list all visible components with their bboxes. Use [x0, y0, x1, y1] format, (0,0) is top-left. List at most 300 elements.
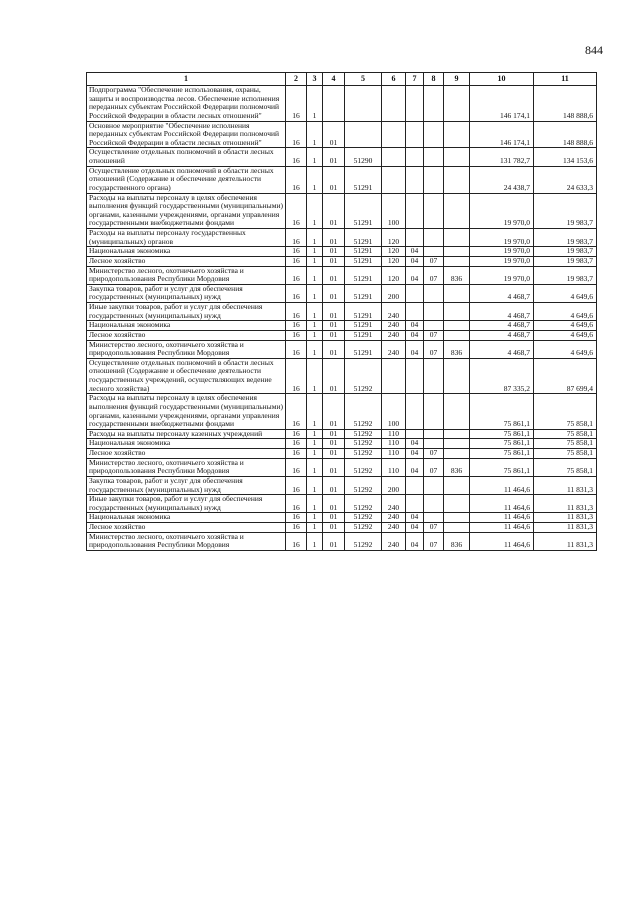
table-row: [87, 303, 597, 321]
cell-code-9: [444, 303, 470, 321]
cell-code-5: 51292: [345, 439, 382, 449]
cell-code-3: 1: [307, 495, 323, 513]
cell-code-8: [424, 148, 444, 166]
cell-code-5: 51291: [345, 166, 382, 193]
cell-code-9: [444, 321, 470, 331]
cell-item-name: Лесное хозяйство: [87, 330, 286, 340]
cell-code-4: 01: [323, 495, 345, 513]
table-row: [87, 513, 597, 523]
cell-amount-11: 4 649,6: [534, 303, 597, 321]
cell-code-6: 200: [382, 284, 406, 302]
cell-code-7: [406, 394, 424, 430]
cell-code-4: 01: [323, 284, 345, 302]
cell-code-7: [406, 193, 424, 229]
cell-code-7: 04: [406, 532, 424, 550]
cell-code-5: 51291: [345, 266, 382, 284]
cell-amount-10: 4 468,7: [470, 284, 534, 302]
cell-code-2: 16: [286, 321, 307, 331]
cell-code-3: 1: [307, 439, 323, 449]
cell-code-8: 07: [424, 256, 444, 266]
cell-code-9: [444, 330, 470, 340]
cell-code-2: 16: [286, 86, 307, 122]
cell-code-5: 51291: [345, 256, 382, 266]
cell-code-3: 1: [307, 358, 323, 394]
cell-code-9: [444, 394, 470, 430]
col-header-5: 5: [345, 73, 382, 86]
cell-code-8: [424, 247, 444, 257]
cell-code-4: 01: [323, 166, 345, 193]
cell-code-9: [444, 284, 470, 302]
cell-code-2: 16: [286, 449, 307, 459]
cell-code-4: 01: [323, 148, 345, 166]
cell-code-8: [424, 86, 444, 122]
cell-code-3: 1: [307, 449, 323, 459]
cell-code-7: 04: [406, 458, 424, 476]
cell-code-5: [345, 86, 382, 122]
cell-code-8: [424, 394, 444, 430]
cell-code-8: 07: [424, 449, 444, 459]
cell-code-3: 1: [307, 284, 323, 302]
col-header-11: 11: [534, 73, 597, 86]
cell-code-4: 01: [323, 330, 345, 340]
cell-code-9: [444, 256, 470, 266]
cell-code-8: [424, 429, 444, 439]
cell-code-9: [444, 439, 470, 449]
cell-code-4: 01: [323, 476, 345, 494]
cell-amount-10: 4 468,7: [470, 330, 534, 340]
cell-code-3: 1: [307, 476, 323, 494]
cell-code-9: [444, 166, 470, 193]
cell-code-2: 16: [286, 358, 307, 394]
cell-code-5: 51291: [345, 303, 382, 321]
cell-item-name: Расходы на выплаты персоналу государственных (муниципальных) органов: [87, 229, 286, 247]
cell-code-2: 16: [286, 476, 307, 494]
cell-code-6: 120: [382, 229, 406, 247]
cell-code-5: 51292: [345, 513, 382, 523]
cell-code-7: [406, 284, 424, 302]
cell-code-6: [382, 121, 406, 148]
cell-amount-10: 75 861,1: [470, 439, 534, 449]
table-row: [87, 340, 597, 358]
cell-code-7: [406, 358, 424, 394]
cell-item-name: Лесное хозяйство: [87, 449, 286, 459]
cell-code-8: 07: [424, 532, 444, 550]
cell-code-6: 120: [382, 247, 406, 257]
cell-code-5: 51292: [345, 394, 382, 430]
cell-code-7: 04: [406, 340, 424, 358]
cell-code-6: 100: [382, 394, 406, 430]
cell-amount-10: 75 861,1: [470, 429, 534, 439]
cell-code-7: [406, 495, 424, 513]
cell-code-6: [382, 148, 406, 166]
cell-amount-11: 19 983,7: [534, 193, 597, 229]
cell-code-9: [444, 523, 470, 533]
cell-code-3: 1: [307, 256, 323, 266]
cell-item-name: Осуществление отдельных полномочий в области лесных отношений (Содержание и обеспечение деятельности государственного органа): [87, 166, 286, 193]
col-header-10: 10: [470, 73, 534, 86]
cell-item-name: Основное мероприятие "Обеспечение исполнения переданных субъектам Российской Федерации полномочий Российской Федерации в области лесных отношений": [87, 121, 286, 148]
cell-code-6: 240: [382, 340, 406, 358]
cell-item-name: Закупка товаров, работ и услуг для обеспечения государственных (муниципальных) нужд: [87, 476, 286, 494]
cell-code-3: 1: [307, 166, 323, 193]
cell-code-6: [382, 86, 406, 122]
cell-code-7: [406, 429, 424, 439]
cell-amount-10: 75 861,1: [470, 458, 534, 476]
cell-code-3: 1: [307, 321, 323, 331]
col-header-1: 1: [87, 73, 286, 86]
cell-code-9: 836: [444, 340, 470, 358]
cell-code-4: [323, 86, 345, 122]
col-header-6: 6: [382, 73, 406, 86]
cell-code-5: 51291: [345, 321, 382, 331]
cell-code-3: 1: [307, 340, 323, 358]
cell-item-name: Министерство лесного, охотничьего хозяйства и природопользования Республики Мордовия: [87, 266, 286, 284]
cell-code-3: 1: [307, 193, 323, 229]
cell-item-name: Национальная экономика: [87, 247, 286, 257]
cell-code-5: 51291: [345, 340, 382, 358]
cell-amount-11: 19 983,7: [534, 266, 597, 284]
cell-item-name: Министерство лесного, охотничьего хозяйства и природопользования Республики Мордовия: [87, 532, 286, 550]
table-header-row: [87, 73, 597, 86]
cell-amount-11: 11 831,3: [534, 523, 597, 533]
cell-amount-11: 19 983,7: [534, 229, 597, 247]
table-row: [87, 330, 597, 340]
cell-code-2: 16: [286, 229, 307, 247]
cell-amount-11: 75 858,1: [534, 449, 597, 459]
cell-code-9: [444, 495, 470, 513]
table-row: [87, 193, 597, 229]
cell-code-3: 1: [307, 513, 323, 523]
cell-amount-10: 11 464,6: [470, 513, 534, 523]
cell-amount-11: 19 983,7: [534, 247, 597, 257]
cell-code-5: 51291: [345, 330, 382, 340]
cell-amount-11: 75 858,1: [534, 394, 597, 430]
cell-code-2: 16: [286, 303, 307, 321]
cell-code-9: [444, 148, 470, 166]
cell-code-6: 120: [382, 266, 406, 284]
cell-amount-11: 24 633,3: [534, 166, 597, 193]
cell-amount-10: 4 468,7: [470, 340, 534, 358]
cell-item-name: Национальная экономика: [87, 439, 286, 449]
cell-code-8: 07: [424, 330, 444, 340]
cell-code-7: [406, 86, 424, 122]
cell-code-8: [424, 513, 444, 523]
cell-amount-10: 75 861,1: [470, 449, 534, 459]
table-row: [87, 121, 597, 148]
cell-code-3: 1: [307, 247, 323, 257]
cell-code-5: 51292: [345, 449, 382, 459]
table-row: [87, 358, 597, 394]
cell-code-7: 04: [406, 330, 424, 340]
cell-code-9: [444, 513, 470, 523]
cell-amount-10: 11 464,6: [470, 532, 534, 550]
cell-code-4: 01: [323, 256, 345, 266]
table-row: [87, 256, 597, 266]
cell-code-2: 16: [286, 394, 307, 430]
table-row: [87, 523, 597, 533]
cell-code-8: [424, 166, 444, 193]
cell-code-5: 51291: [345, 229, 382, 247]
cell-amount-11: 148 888,6: [534, 86, 597, 122]
cell-code-3: 1: [307, 394, 323, 430]
table-row: [87, 458, 597, 476]
cell-code-9: 836: [444, 266, 470, 284]
cell-code-3: 1: [307, 229, 323, 247]
cell-code-7: 04: [406, 247, 424, 257]
cell-code-9: [444, 247, 470, 257]
cell-code-3: 1: [307, 86, 323, 122]
cell-amount-11: 75 858,1: [534, 439, 597, 449]
cell-code-2: 16: [286, 429, 307, 439]
cell-code-5: 51291: [345, 247, 382, 257]
cell-code-3: 1: [307, 121, 323, 148]
cell-code-2: 16: [286, 266, 307, 284]
cell-code-3: 1: [307, 148, 323, 166]
cell-code-5: 51292: [345, 495, 382, 513]
table-row: [87, 476, 597, 494]
cell-amount-11: 11 831,3: [534, 513, 597, 523]
cell-code-2: 16: [286, 330, 307, 340]
col-header-4: 4: [323, 73, 345, 86]
table-row: [87, 284, 597, 302]
cell-code-4: 01: [323, 229, 345, 247]
cell-code-5: 51292: [345, 458, 382, 476]
table-row: [87, 229, 597, 247]
budget-table: [86, 72, 597, 551]
cell-amount-10: 11 464,6: [470, 476, 534, 494]
cell-code-4: 01: [323, 321, 345, 331]
cell-code-6: 240: [382, 523, 406, 533]
cell-code-8: [424, 321, 444, 331]
cell-code-3: 1: [307, 458, 323, 476]
cell-code-9: [444, 358, 470, 394]
cell-code-9: [444, 193, 470, 229]
cell-code-6: 240: [382, 495, 406, 513]
cell-item-name: Расходы на выплаты персоналу казенных учреждений: [87, 429, 286, 439]
cell-code-6: 110: [382, 429, 406, 439]
col-header-8: 8: [424, 73, 444, 86]
cell-code-7: [406, 303, 424, 321]
cell-code-8: [424, 358, 444, 394]
cell-code-9: [444, 229, 470, 247]
page-number: 844: [585, 43, 603, 57]
cell-code-4: 01: [323, 394, 345, 430]
cell-code-9: 836: [444, 458, 470, 476]
table-row: [87, 495, 597, 513]
cell-code-2: 16: [286, 166, 307, 193]
cell-item-name: Лесное хозяйство: [87, 256, 286, 266]
table-row: [87, 86, 597, 122]
cell-code-6: 240: [382, 532, 406, 550]
cell-code-6: 240: [382, 513, 406, 523]
cell-code-7: [406, 121, 424, 148]
cell-code-7: 04: [406, 513, 424, 523]
cell-item-name: Иные закупки товаров, работ и услуг для обеспечения государственных (муниципальных) нужд: [87, 303, 286, 321]
cell-amount-10: 19 970,0: [470, 247, 534, 257]
cell-code-6: [382, 358, 406, 394]
cell-code-7: [406, 148, 424, 166]
cell-code-7: [406, 476, 424, 494]
cell-code-4: 01: [323, 303, 345, 321]
cell-code-7: 04: [406, 449, 424, 459]
cell-amount-11: 4 649,6: [534, 321, 597, 331]
cell-item-name: Министерство лесного, охотничьего хозяйства и природопользования Республики Мордовия: [87, 340, 286, 358]
cell-code-4: 01: [323, 458, 345, 476]
cell-code-4: 01: [323, 449, 345, 459]
cell-code-7: [406, 166, 424, 193]
cell-code-3: 1: [307, 303, 323, 321]
cell-code-2: 16: [286, 532, 307, 550]
cell-code-7: 04: [406, 523, 424, 533]
cell-code-6: [382, 166, 406, 193]
cell-code-3: 1: [307, 532, 323, 550]
cell-code-5: 51290: [345, 148, 382, 166]
table-row: [87, 321, 597, 331]
cell-code-4: 01: [323, 121, 345, 148]
cell-code-5: 51292: [345, 476, 382, 494]
cell-amount-11: 4 649,6: [534, 284, 597, 302]
cell-code-4: 01: [323, 429, 345, 439]
cell-amount-11: 134 153,6: [534, 148, 597, 166]
cell-amount-10: 131 782,7: [470, 148, 534, 166]
cell-code-8: [424, 121, 444, 148]
table-row: [87, 532, 597, 550]
cell-code-4: 01: [323, 193, 345, 229]
cell-amount-11: 148 888,6: [534, 121, 597, 148]
cell-code-8: 07: [424, 340, 444, 358]
cell-code-5: [345, 121, 382, 148]
cell-code-6: 240: [382, 303, 406, 321]
cell-code-6: 110: [382, 458, 406, 476]
cell-amount-10: 19 970,0: [470, 266, 534, 284]
cell-code-2: 16: [286, 458, 307, 476]
col-header-3: 3: [307, 73, 323, 86]
cell-amount-11: 11 831,3: [534, 495, 597, 513]
cell-code-8: [424, 229, 444, 247]
cell-amount-10: 19 970,0: [470, 229, 534, 247]
cell-code-8: [424, 193, 444, 229]
cell-code-9: [444, 449, 470, 459]
cell-code-7: 04: [406, 266, 424, 284]
cell-amount-11: 4 649,6: [534, 340, 597, 358]
cell-code-2: 16: [286, 284, 307, 302]
cell-code-3: 1: [307, 266, 323, 284]
cell-amount-10: 4 468,7: [470, 321, 534, 331]
cell-item-name: Национальная экономика: [87, 321, 286, 331]
cell-amount-11: 4 649,6: [534, 330, 597, 340]
cell-amount-10: 11 464,6: [470, 495, 534, 513]
cell-code-6: 240: [382, 321, 406, 331]
cell-item-name: Осуществление отдельных полномочий в области лесных отношений: [87, 148, 286, 166]
cell-code-2: 16: [286, 193, 307, 229]
cell-code-6: 110: [382, 449, 406, 459]
cell-code-8: [424, 439, 444, 449]
cell-code-2: 16: [286, 340, 307, 358]
cell-code-3: 1: [307, 429, 323, 439]
cell-code-6: 100: [382, 193, 406, 229]
cell-item-name: Закупка товаров, работ и услуг для обеспечения государственных (муниципальных) нужд: [87, 284, 286, 302]
cell-code-6: 110: [382, 439, 406, 449]
cell-code-2: 16: [286, 439, 307, 449]
cell-item-name: Министерство лесного, охотничьего хозяйства и природопользования Республики Мордовия: [87, 458, 286, 476]
cell-code-4: 01: [323, 247, 345, 257]
cell-code-2: 16: [286, 513, 307, 523]
cell-code-8: [424, 495, 444, 513]
cell-code-7: 04: [406, 256, 424, 266]
cell-amount-10: 19 970,0: [470, 193, 534, 229]
table-row: [87, 429, 597, 439]
cell-item-name: Расходы на выплаты персоналу в целях обеспечения выполнения функций государственными (муниципальными) органами, казенными учреждениями, органами управления государственными внебюджетными фондами: [87, 193, 286, 229]
cell-code-5: 51291: [345, 193, 382, 229]
cell-code-2: 16: [286, 247, 307, 257]
cell-code-5: 51292: [345, 358, 382, 394]
cell-amount-11: 87 699,4: [534, 358, 597, 394]
cell-code-8: [424, 476, 444, 494]
col-header-9: 9: [444, 73, 470, 86]
cell-code-5: 51292: [345, 532, 382, 550]
cell-item-name: Национальная экономика: [87, 513, 286, 523]
cell-code-2: 16: [286, 148, 307, 166]
cell-amount-11: 75 858,1: [534, 458, 597, 476]
cell-code-5: 51291: [345, 284, 382, 302]
cell-code-9: [444, 121, 470, 148]
cell-code-4: 01: [323, 266, 345, 284]
cell-code-9: [444, 429, 470, 439]
cell-code-4: 01: [323, 340, 345, 358]
cell-item-name: Иные закупки товаров, работ и услуг для обеспечения государственных (муниципальных) нужд: [87, 495, 286, 513]
table-row: [87, 247, 597, 257]
cell-amount-11: 19 983,7: [534, 256, 597, 266]
cell-code-7: [406, 229, 424, 247]
cell-amount-10: 11 464,6: [470, 523, 534, 533]
cell-code-5: 51292: [345, 429, 382, 439]
cell-amount-10: 146 174,1: [470, 121, 534, 148]
cell-code-2: 16: [286, 523, 307, 533]
table-row: [87, 266, 597, 284]
cell-code-9: [444, 86, 470, 122]
cell-amount-11: 11 831,3: [534, 532, 597, 550]
table-row: [87, 439, 597, 449]
cell-code-8: 07: [424, 523, 444, 533]
cell-item-name: Осуществление отдельных полномочий в области лесных отношений (Содержание и обеспечение деятельности государственных учреждений, осуществляющих ведение лесного хозяйства): [87, 358, 286, 394]
cell-code-7: 04: [406, 439, 424, 449]
col-header-7: 7: [406, 73, 424, 86]
cell-code-8: 07: [424, 458, 444, 476]
cell-code-5: 51292: [345, 523, 382, 533]
cell-code-6: 200: [382, 476, 406, 494]
cell-amount-10: 146 174,1: [470, 86, 534, 122]
cell-code-6: 240: [382, 330, 406, 340]
cell-code-8: 07: [424, 266, 444, 284]
cell-amount-10: 24 438,7: [470, 166, 534, 193]
cell-code-2: 16: [286, 495, 307, 513]
cell-amount-10: 19 970,0: [470, 256, 534, 266]
cell-code-4: 01: [323, 358, 345, 394]
cell-amount-11: 11 831,3: [534, 476, 597, 494]
cell-code-8: [424, 284, 444, 302]
cell-code-2: 16: [286, 256, 307, 266]
cell-code-4: 01: [323, 439, 345, 449]
cell-code-8: [424, 303, 444, 321]
cell-code-6: 120: [382, 256, 406, 266]
cell-code-3: 1: [307, 330, 323, 340]
cell-code-4: 01: [323, 523, 345, 533]
table-row: [87, 166, 597, 193]
table-row: [87, 148, 597, 166]
cell-code-2: 16: [286, 121, 307, 148]
cell-code-4: 01: [323, 532, 345, 550]
cell-amount-10: 87 335,2: [470, 358, 534, 394]
